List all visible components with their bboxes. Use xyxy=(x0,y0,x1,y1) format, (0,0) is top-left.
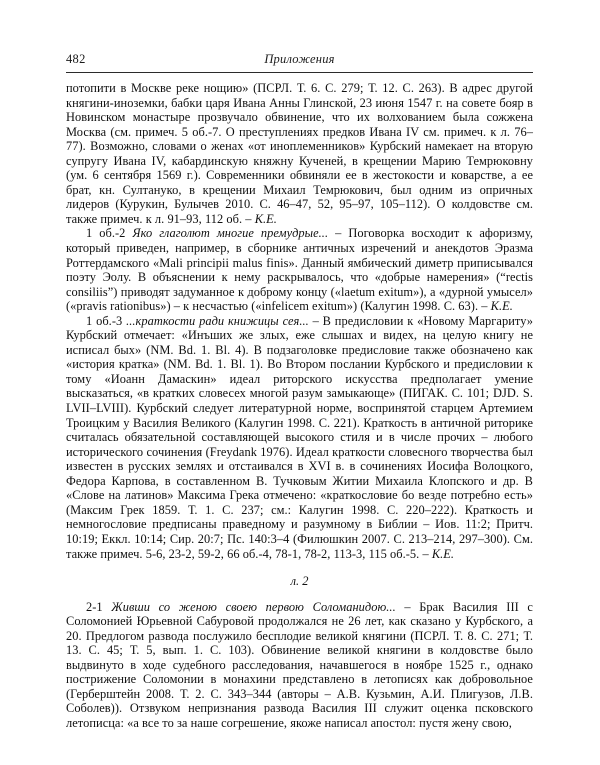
folio-marker: л. 2 xyxy=(290,574,309,589)
italic-run: ...краткости ради книжицы сея... xyxy=(126,313,309,328)
italic-run: К.Е. xyxy=(490,299,513,314)
page-number: 482 xyxy=(66,52,86,66)
running-head-title: Приложения xyxy=(264,52,335,66)
text-run: – Поговорка восходит к афоризму, который приведен, например, в сборнике античных изречений и анекдотов Эразма Роттердамского «Mali principii malus finis». Данный ямбический диметр приписывался поэту Эолу. В объяснении к нему раскрывалось, что «добрые намерения» (“rectis consiliis”) приводят задуманное к доброму концу («laetum exitum»), а «дурной умысел» («pravis rationibus») – к несчастью («infelicem exitum») (Калугин 1998. С. 63). – xyxy=(66,226,533,314)
text-run: 2-1 xyxy=(86,599,112,614)
italic-run: К.Е. xyxy=(254,211,277,226)
para-note-2-1 xyxy=(66,600,533,731)
italic-run: Яко глаголют многие премудрые... xyxy=(132,226,329,241)
italic-run: К.Е. xyxy=(431,546,455,561)
para-note-1ob-3 xyxy=(66,314,533,561)
para-note-1ob-2 xyxy=(66,226,533,313)
text-run: 1 об.-2 xyxy=(86,226,133,241)
text-run: 1 об.-3 xyxy=(86,313,127,328)
text-run: – В предисловии к «Новому Маргариту» Курбский отмечает: «Инъших же злых, еже слышах и видех, на целую книгу не исписал бых» (NM. Bd. 1. Bl. 4). В подзаголовке предисловие также обозначено как «история кратка» (NM. Bd. 1. Bl. 1). Во Втором послании Курбского и предисловии к тому «Иоанн Дамаскин» идеал риторского искусства предполагает умение высказаться, «в кратких словесех многой разум замыкающе» (ПИГАК. С. 101; DJD. S. LVII–LVIII). Курбский следует литературной норме, воспринятой старцем Артемием Троицким у Василия Великого (Калугин 1998. С. 221). Краткость в античной риторике считалась обязательной составляющей высокого стиля и в числе прочих – любого исторического сочинения (Freydank 1976). Идеал краткости словесного творчества был известен в русских землях и отстаивался в XVI в. в сочинениях Иосифа Волоцкого, Федора Карпова, в составленном В. Тучковым Житии Михаила Клопского и др. В «Слове на латинов» Максима Грека отмечено: «краткословие бо везде потребно есть» (Максим Грек 1859. Т. 1. С. 237; см.: Калугин 1998. С. 220–222). Краткость и немногословие предписаны праведному и разумному в Библии – Иов. 11:2; Притч. 10:19; Еккл. 10:14; Сир. 20:7; Пс. 140:3–4 (Филюшкин 2007. С. 213–214, 297–300). См. также примеч. 5-6, 23-2, 59-2, 66 об.-4, 78-1, 78-2, 113-3, 115 об.-5. – xyxy=(66,313,533,561)
para-continued-note-1 xyxy=(66,81,533,226)
text-run: потопити в Москве реке нощию» (ПСРЛ. Т. 6. С. 279; Т. 12. С. 263). В адрес другой княгини-иноземки, бабки царя Ивана Анны Глинской, 23 июня 1547 г. на совете бояр в Новинском монастыре прозвучало обвинение, что их волхованием была сожжена Москва (см. примеч. 5 об.-7. О преступлениях предков Ивана IV см. примеч. к л. 76–77). Возможно, словами о женах «от иноплеменников» Курбский намекает на вторую супругу Ивана IV, кабардинскую княжну Кученей, в крещении Марию Темрюковну (ум. 6 сентября 1569 г.). Современники обвиняли ее в жестокости и коварстве, а ее брат, кн. Султануко, в крещении Михаил Темрюкович, был одним из опричных лидеров (Курукин, Булычев 2010. С. 46–47, 52, 95–97, 105–112). О колдовстве см. также примеч. к л. 91–93, 112 об. – xyxy=(66,81,533,226)
text-column xyxy=(66,81,533,731)
header-rule xyxy=(66,72,533,73)
text-run: – Брак Василия III с Соломонией Юрьевной Сабуровой продолжался не 26 лет, как сказано у Курбского, а 20. Предлогом развода послужило бесплодие великой княгини (ПСРЛ. Т. 8. С. 271; Т. 13. С. 45; Т. 5, вып. 1. С. 103). Обвинение великой княгини в колдовстве было выдвинуто в ходе судебного расследования, начавшегося в ноябре 1525 г., однако пострижение Соломонии в монахини представлено в летописях как добровольное (Герберштейн 2008. Т. 2. С. 343–344 (авторы – А.В. Кузьмин, А.И. Плигузов, Л.В. Соболев)). Отзвуком непризнания развода Василия III служит оценка псковского летописца: «а все то за наше согрешение, якоже написал апостол: пустя жену свою, xyxy=(66,599,533,730)
running-head xyxy=(66,51,533,71)
italic-run: Живши со женою своею первою Соломанидою... xyxy=(111,599,396,614)
